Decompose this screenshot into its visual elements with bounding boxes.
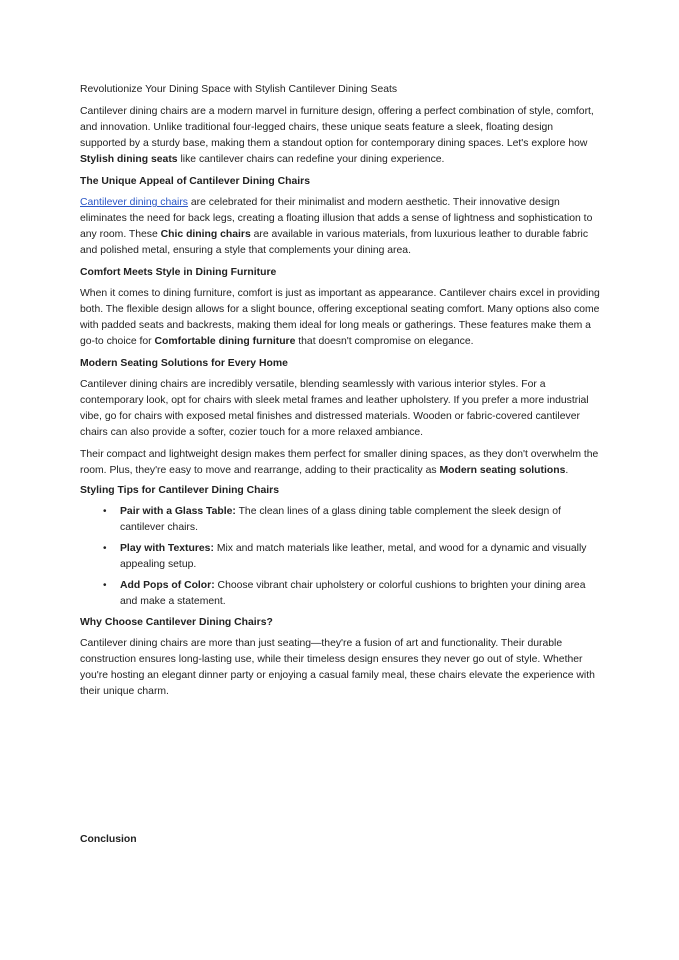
comfort-style-paragraph [80, 286, 600, 350]
comfort-text-end: that doesn't compromise on elegance. [295, 336, 474, 347]
bullet-icon: • [103, 543, 107, 554]
unique-appeal-paragraph [80, 195, 600, 259]
modern-seating-paragraph-1: Cantilever dining chairs are incredibly versatile, blending seamlessly with various interior styles. For a contemporary look, opt for chairs with sleek metal frames and leather upholstery. If you prefer a more industrial vibe, go for chairs with exposed metal finishes and distressed materials. Wooden or fabric-covered cantilever chairs can also provide a softer, cozier touch for a more relaxed ambiance. [80, 379, 589, 438]
modern-seating-paragraph-2 [80, 447, 600, 479]
tip-text: The clean lines of a glass dining table complement the sleek design of cantilever chairs. [120, 506, 561, 533]
intro-text-end: like cantilever chairs can redefine your dining experience. [177, 154, 445, 165]
unique-appeal-text-start: are celebrated for their minimalist and modern aesthetic. Their innovative design eliminates the need for back legs, creating a floating illusion that adds a sense of lightness and sophistication to any room. These [80, 197, 593, 240]
bullet-icon: • [103, 506, 107, 517]
heading-comfort-style: Comfort Meets Style in Dining Furniture [80, 267, 277, 278]
tip-label: Pair with a Glass Table: [120, 506, 236, 517]
tip-label: Play with Textures: [120, 543, 214, 554]
tip-label: Add Pops of Color: [120, 580, 215, 591]
why-choose-paragraph: Cantilever dining chairs are more than just seating—they're a fusion of art and functionality. Their durable construction ensures long-lasting use, while their timeless design ensures they never go out of style. Whether you're hosting an elegant dinner party or enjoying a casual family meal, these chairs elevate the experience with their unique charm. [80, 638, 595, 697]
unique-appeal-text-end: are available in various materials, from luxurious leather to durable fabric and polished metal, ensuring a style that complements your dining area. [80, 229, 589, 256]
list-item [103, 541, 600, 573]
comfort-text-start: When it comes to dining furniture, comfort is just as important as appearance. Cantilever chairs excel in providing both. The flexible design allows for a slight bounce, offering exceptional seating comfort. Many options also come with padded seats and backrests, making them ideal for long meals or gatherings. These features make them a go-to choice for [80, 288, 600, 347]
bullet-icon: • [103, 580, 107, 591]
heading-unique-appeal: The Unique Appeal of Cantilever Dining Chairs [80, 176, 310, 187]
modern-seating-text-start: Their compact and lightweight design makes them perfect for smaller dining spaces, as they don't overwhelm the room. Plus, they're easy to move and rearrange, adding to their practicality as [80, 449, 599, 476]
modern-seating-text-end: . [565, 465, 569, 476]
intro-paragraph [80, 104, 600, 168]
styling-tips-list [80, 504, 600, 610]
comfort-bold-phrase: Comfortable dining furniture [154, 336, 296, 347]
conclusion-heading: Conclusion [80, 834, 137, 845]
tip-text: Choose vibrant chair upholstery or colorful cushions to brighten your dining area and make a statement. [120, 580, 586, 607]
list-item [103, 578, 600, 610]
heading-modern-seating: Modern Seating Solutions for Every Home [80, 358, 288, 369]
document-body [80, 82, 600, 706]
cantilever-chairs-link[interactable]: Cantilever dining chairs [80, 197, 189, 208]
heading-why-choose: Why Choose Cantilever Dining Chairs? [80, 617, 273, 628]
heading-styling-tips: Styling Tips for Cantilever Dining Chairs [80, 485, 279, 496]
tip-text: Mix and match materials like leather, metal, and wood for a dynamic and visually appealing setup. [120, 543, 587, 570]
intro-bold-phrase: Stylish dining seats [80, 154, 178, 165]
unique-appeal-bold-phrase: Chic dining chairs [160, 229, 251, 240]
intro-text-start: Cantilever dining chairs are a modern marvel in furniture design, offering a perfect combination of style, comfort, and innovation. Unlike traditional four-legged chairs, these unique seats feature a sleek, floating design supported by a sturdy base, making them a standout option for contemporary dining spaces. Let's explore how [80, 106, 594, 149]
document-title: Revolutionize Your Dining Space with Stylish Cantilever Dining Seats [80, 84, 398, 95]
modern-seating-bold-phrase: Modern seating solutions [439, 465, 566, 476]
list-item [103, 504, 600, 536]
